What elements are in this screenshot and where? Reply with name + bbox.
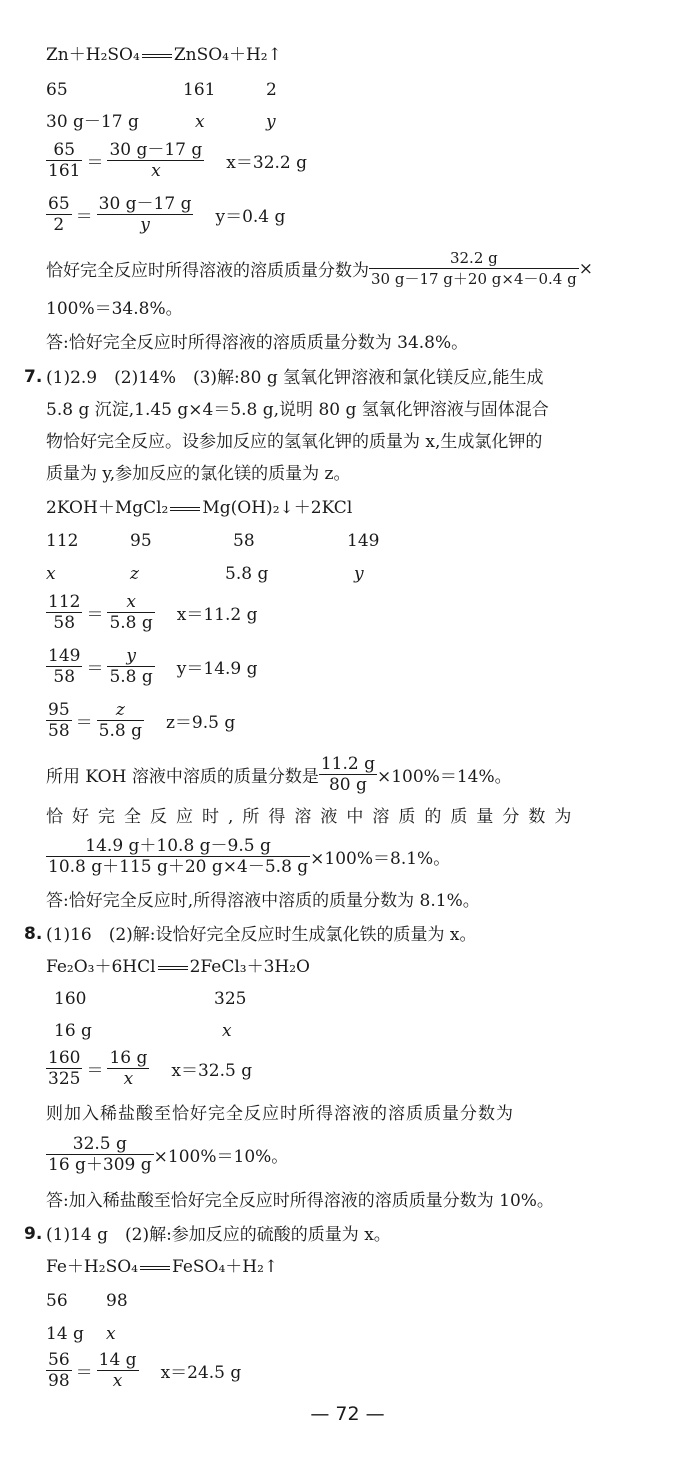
p6-known-2: x	[195, 112, 205, 132]
q7-mass-1: 112	[46, 531, 79, 551]
q8-known-2: x	[222, 1021, 232, 1041]
q9-mass-1: 56	[46, 1291, 68, 1311]
page-number: — 72 —	[310, 1403, 385, 1425]
q8-line: (1)16 (2)解:设恰好完全反应时生成氯化铁的质量为 x。	[46, 925, 477, 945]
q8-fraction: $\frac{32.5 g}{16 g+309 g}$ ×100%＝10%。	[48, 1134, 289, 1175]
p6-percent-result: 100%＝34.8%。	[46, 299, 183, 319]
p6-mass-2: 161	[183, 80, 216, 100]
q7-koh-percent: 所用 KOH 溶液中溶质的质量分数是 $\frac{11.2 g}{80 g}$ ×100%＝14%。	[46, 754, 512, 795]
p6-proportion-1: $\frac{65}{161}$ ＝ $\frac{30 g-17 g}{x}$ x＝32.2 g	[48, 140, 308, 181]
q7-proportion-1: $\frac{112}{58}$ ＝ $\frac{x}{5.8 g}$ x＝11.2 g	[48, 592, 258, 633]
q7-proportion-2: $\frac{149}{58}$ ＝ $\frac{y}{5.8 g}$ y＝14.9 g	[48, 646, 258, 687]
q8-mass-2: 325	[214, 989, 247, 1009]
p6-mass-1: 65	[46, 80, 68, 100]
q7-line-4: 质量为 y,参加反应的氯化镁的质量为 z。	[46, 464, 351, 484]
q7-big-fraction: $\frac{14.9 g+10.8 g-9.5 g}{10.8 g+115 g+20 g\times 4-5.8 g}$ ×100%＝8.1%。	[48, 836, 451, 877]
q7-known-1: x	[46, 564, 56, 584]
p6-answer: 答:恰好完全反应时所得溶液的溶质质量分数为 34.8%。	[46, 333, 469, 353]
q7-known-2: z	[130, 564, 139, 584]
p6-mass-3: 2	[266, 80, 277, 100]
p6-known-3: y	[266, 112, 276, 132]
q8-known-1: 16 g	[54, 1021, 92, 1041]
q8-proportion-1: $\frac{160}{325}$ ＝ $\frac{16 g}{x}$ x＝32.5 g	[48, 1048, 253, 1089]
q8-mass-1: 160	[54, 989, 87, 1009]
q7-known-4: y	[354, 564, 364, 584]
q8-line-2: 则加入稀盐酸至恰好完全反应时所得溶液的溶质质量分数为	[46, 1104, 514, 1124]
q8-equation: Fe₂O₃＋6HCl 2FeCl₃＋3H₂O	[46, 957, 310, 977]
q7-mass-3: 58	[233, 531, 255, 551]
q7-mass-2: 95	[130, 531, 152, 551]
q7-proportion-3: $\frac{95}{58}$ ＝ $\frac{z}{5.8 g}$ z＝9.5 g	[48, 700, 236, 741]
q7-line-2: 5.8 g 沉淀,1.45 g×4＝5.8 g,说明 80 g 氢氧化钾溶液与固体混合	[46, 400, 549, 420]
p6-known-1: 30 g－17 g	[46, 112, 139, 132]
q9-number: 9.	[24, 1224, 43, 1244]
p6-equation: Zn＋H₂SO₄ ZnSO₄＋H₂↑	[46, 45, 282, 65]
q9-line: (1)14 g (2)解:参加反应的硫酸的质量为 x。	[46, 1225, 391, 1245]
q7-answer: 答:恰好完全反应时,所得溶液中溶质的质量分数为 8.1%。	[46, 891, 480, 911]
q7-known-3: 5.8 g	[225, 564, 269, 584]
q7-equation: 2KOH＋MgCl₂ Mg(OH)₂↓＋2KCl	[46, 498, 353, 518]
q9-proportion-1: $\frac{56}{98}$ ＝ $\frac{14 g}{x}$ x＝24.5 g	[48, 1350, 242, 1391]
q7-line-1: (1)2.9 (2)14% (3)解:80 g 氢氧化钾溶液和氯化镁反应,能生成	[46, 368, 544, 388]
p6-percent-line: 恰好完全反应时所得溶液的溶质质量分数为 $\frac{32.2 g}{30 g-17 g+20 g\times 4-0.4 g}$ ×	[46, 249, 593, 288]
q7-line-3: 物恰好完全反应。设参加反应的氢氧化钾的质量为 x,生成氯化钾的	[46, 432, 543, 452]
q7-exact-line: 恰好完全反应时,所得溶液中溶质的质量分数为	[46, 807, 581, 827]
q9-known-1: 14 g	[46, 1324, 84, 1344]
q8-answer: 答:加入稀盐酸至恰好完全反应时所得溶液的溶质质量分数为 10%。	[46, 1191, 554, 1211]
q9-known-2: x	[106, 1324, 116, 1344]
q9-mass-2: 98	[106, 1291, 128, 1311]
q9-equation: Fe＋H₂SO₄ FeSO₄＋H₂↑	[46, 1257, 279, 1277]
q8-number: 8.	[24, 924, 43, 944]
p6-proportion-2: $\frac{65}{2}$ ＝ $\frac{30 g-17 g}{y}$ y＝0.4 g	[48, 194, 286, 235]
q7-number: 7.	[24, 367, 43, 387]
q7-mass-4: 149	[347, 531, 380, 551]
